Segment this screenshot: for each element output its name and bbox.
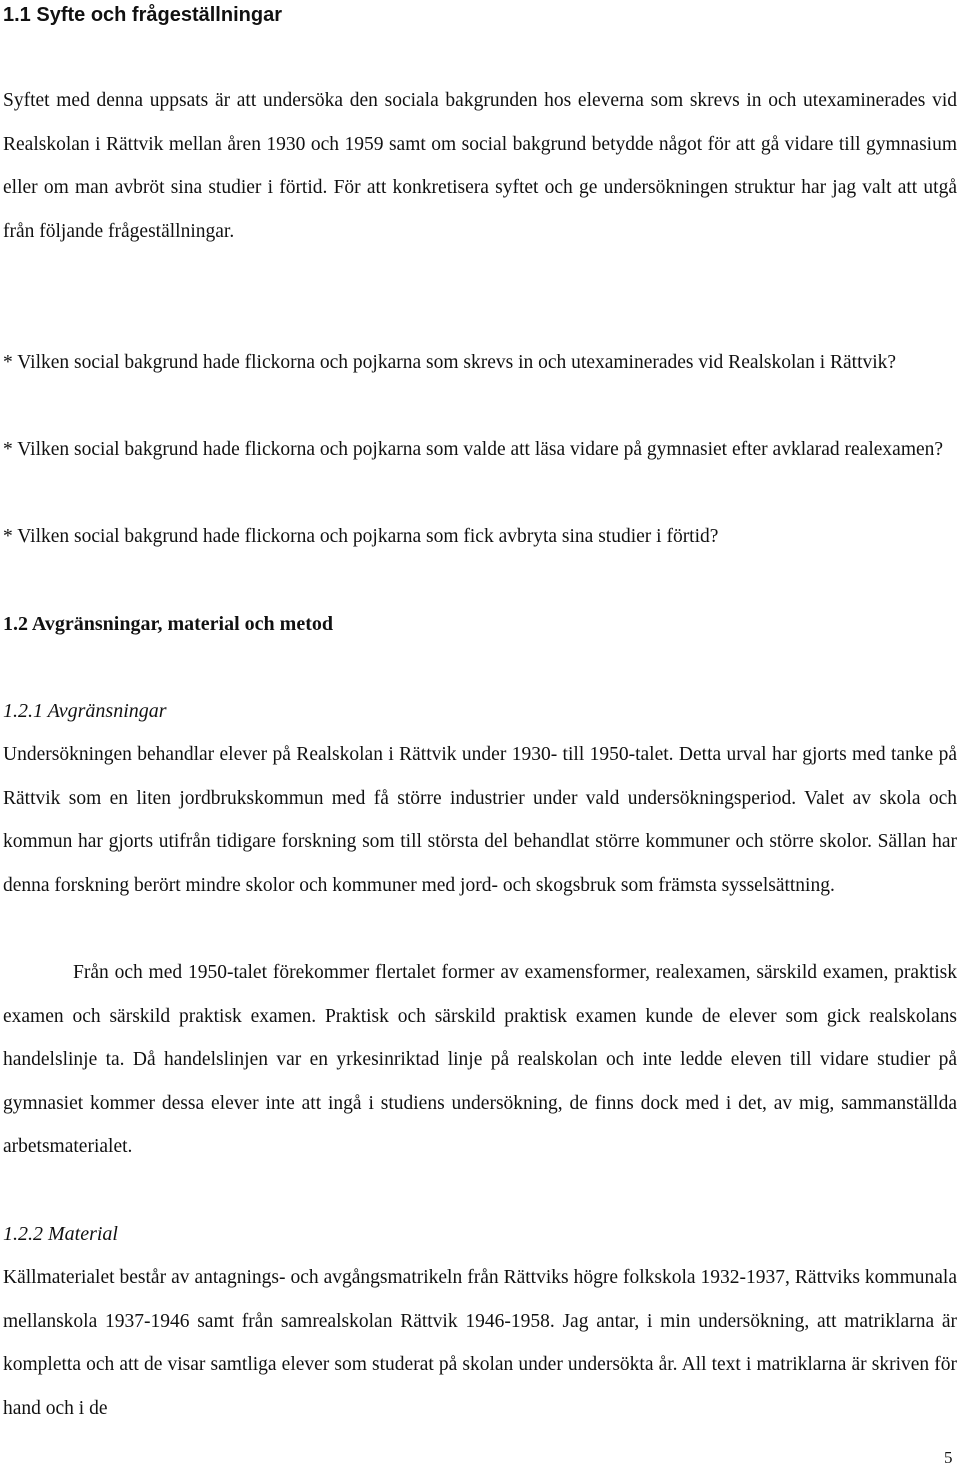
- heading-1-2: 1.2 Avgränsningar, material och metod: [3, 613, 333, 635]
- material-paragraph-1: Källmaterialet består av antagnings- och avgångsmatrikeln från Rättviks högre folkskola 1932-1937, Rättviks kommunala mellanskola 1937-1946 samt från samrealskolan Rättvik 1946-1958. Jag antar, i min undersökning, att matriklarna är kompletta och att de visar samtliga elever som studerat på skolan under undersökta år. All text i matriklarna är skriven för hand och i de: [3, 1267, 957, 1419]
- delimitations-paragraph-2: Från och med 1950-talet förekommer flertalet former av examensformer, realexamen, särskild examen, praktisk examen och särskild praktisk examen. Praktisk och särskild praktisk examen kunde de elever som gick realskolans handelslinje ta. Då handelslinjen var en yrkesinriktad linje på realskolan och inte ledde eleven till vidare studier på gymnasiet kommer dessa elever inte att ingå i studiens undersökning, de finns dock med i det, av mig, sammanställda arbetsmaterialet.: [3, 962, 957, 1158]
- question-1: * Vilken social bakgrund hade flickorna och pojkarna som skrevs in och utexaminerades vid Realskolan i Rättvik?: [3, 352, 897, 373]
- question-3: * Vilken social bakgrund hade flickorna och pojkarna som fick avbryta sina studier i förtid?: [3, 526, 719, 547]
- heading-1-1: 1.1 Syfte och frågeställningar: [3, 4, 282, 26]
- heading-1-2-1: 1.2.1 Avgränsningar: [3, 700, 167, 722]
- intro-paragraph: Syftet med denna uppsats är att undersöka den sociala bakgrunden hos eleverna som skrevs in och utexaminerades vid Realskolan i Rättvik mellan åren 1930 och 1959 samt om social bakgrund betydde något för att gå vidare till gymnasium eller om man avbröt sina studier i förtid. För att konkretisera syftet och ge undersökningen struktur har jag valt att utgå från följande frågeställningar.: [3, 90, 957, 242]
- question-2: * Vilken social bakgrund hade flickorna och pojkarna som valde att läsa vidare på gymnasiet efter avklarad realexamen?: [3, 439, 944, 460]
- page-number: 5: [944, 1448, 953, 1467]
- delimitations-paragraph-1: Undersökningen behandlar elever på Realskolan i Rättvik under 1930- till 1950-talet. Detta urval har gjorts med tanke på Rättvik som en liten jordbrukskommun med få större industrier under vald undersökningsperiod. Valet av skola och kommun har gjorts utifrån tidigare forskning som till största del behandlat större kommuner och större skolor. Sällan har denna forskning berört mindre skolor och kommuner med jord- och skogsbruk som främsta sysselsättning.: [3, 744, 957, 896]
- heading-1-2-2: 1.2.2 Material: [3, 1223, 118, 1245]
